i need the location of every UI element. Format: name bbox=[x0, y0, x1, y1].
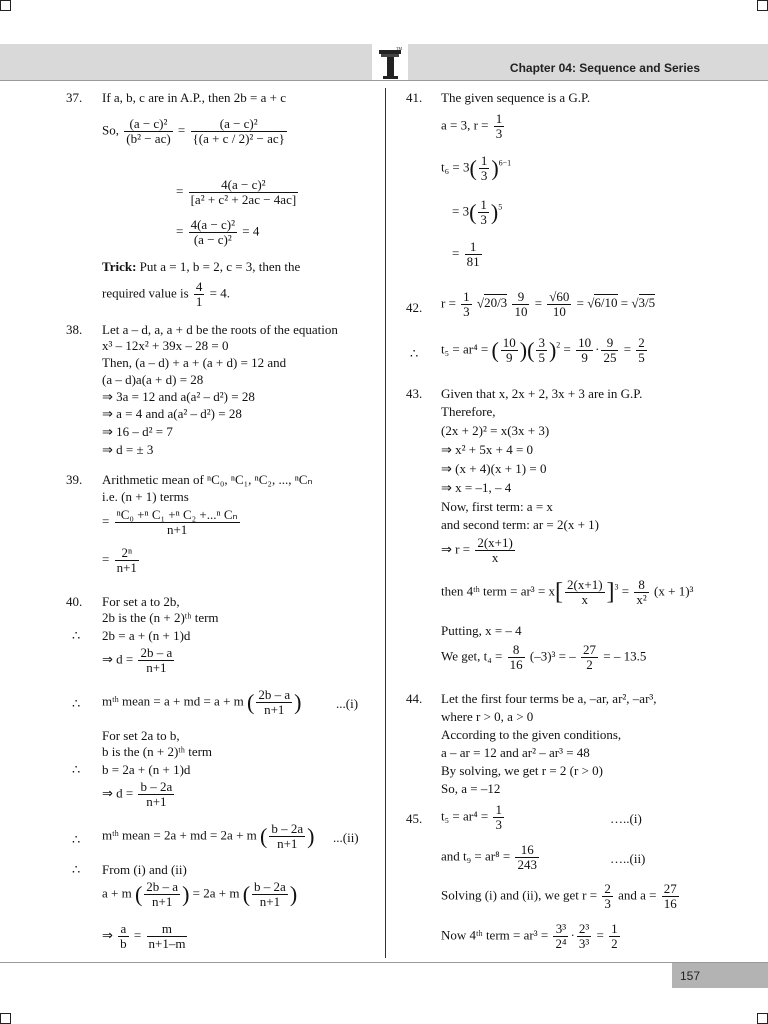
q45-t5: t₅ = ar⁴ = $\frac{1}{3}$ bbox=[441, 802, 502, 832]
fraction: $\frac{b - 2a}{n+1}$ bbox=[271, 821, 304, 851]
q43-line: and second term: ar = 2(x + 1) bbox=[441, 517, 599, 532]
q41-ratio: a = 3, r = $\frac{1}{3}$ bbox=[441, 111, 503, 141]
q44-line: Let the first four terms be a, –ar, ar², –ar³, bbox=[441, 691, 657, 706]
therefore-symbol: ∴ bbox=[410, 346, 419, 361]
q40-result: ⇒ $\frac{a}{b}$ = $\frac{m}{n+1-m}$ bbox=[102, 921, 186, 951]
q39-line: Arithmetic mean of ⁿC₀, ⁿC₁, ⁿC₂, ..., ⁿCₙ bbox=[102, 472, 313, 487]
q40-line: b is the (n + 2)ᵗʰ term bbox=[102, 744, 213, 759]
q40-line: 2b = a + (n + 1)d bbox=[102, 628, 191, 643]
fraction: $\frac{m}{n+1-m}$ bbox=[148, 921, 186, 951]
question-number: 43. bbox=[406, 386, 423, 401]
q39-line: i.e. (n + 1) terms bbox=[102, 489, 189, 504]
therefore-symbol: ∴ bbox=[72, 628, 81, 643]
q43-line: Given that x, 2x + 2, 3x + 3 are in G.P. bbox=[441, 386, 643, 401]
crop-mark bbox=[757, 1013, 768, 1024]
fraction: $\frac{2(x+1)}{x}$ bbox=[567, 577, 603, 607]
q43-r: ⇒ r = $\frac{2(x+1)}{x}$ bbox=[441, 535, 513, 565]
therefore-symbol: ∴ bbox=[72, 696, 81, 711]
publisher-logo-icon bbox=[378, 46, 402, 80]
q45-4th: Now 4ᵗʰ term = ar³ = $\frac{\text{3³}}{\text{2⁴}}$ · $\frac{\text{2³}}{\text{3³}}$ = $\frac{1}{2}$ bbox=[441, 921, 618, 951]
q38-line: Then, (a – d) + a + (a + d) = 12 and bbox=[102, 355, 287, 370]
q38-line: ⇒ 3a = 12 and a(a² – d²) = 28 bbox=[102, 389, 255, 404]
fraction: $\frac{\text{2ⁿ}}{n+1}$ bbox=[116, 545, 137, 575]
page-number: 157 bbox=[680, 969, 701, 983]
q44-line: where r > 0, a > 0 bbox=[441, 709, 534, 724]
question-number: 41. bbox=[406, 90, 423, 105]
fraction: $\frac{9}{25}$ bbox=[603, 335, 617, 365]
question-number: 42. bbox=[406, 300, 423, 315]
crop-mark bbox=[0, 1013, 11, 1024]
q43-line: (2x + 2)² = x(3x + 3) bbox=[441, 423, 550, 438]
fraction: $\frac{\text{4(a − c)²}}{\text{[a² + c² + 2ac − 4ac]}}$ bbox=[190, 177, 297, 207]
fraction: $\frac{1}{81}$ bbox=[466, 239, 480, 269]
crop-mark bbox=[0, 0, 11, 11]
q40-equate: a + m ( $\frac{2b - a}{n+1}$ ) = 2a + m ( $\frac{b - 2a}{n+1}$ ) bbox=[102, 879, 298, 909]
q39-step1: = $\frac{\text{ⁿC₀ +ⁿ C₁ +ⁿ C₂ +...ⁿ Cₙ}}{n+1}$ bbox=[102, 507, 238, 537]
q37-so: So, $\frac{\text{(a − c)²}}{\text{(b² − ac)}}$ = $\frac{\text{(a − c)²}}{\text{\{(a + c / 2)² − ac\}}}$ bbox=[102, 116, 285, 146]
fraction: $\frac{1}{3}$ bbox=[495, 111, 503, 141]
fraction: $\frac{10}{9}$ bbox=[578, 335, 592, 365]
fraction: $\frac{10}{9}$ bbox=[502, 335, 516, 365]
q38-line: ⇒ 16 – d² = 7 bbox=[102, 424, 173, 439]
fraction: $\frac{√60}{10}$ bbox=[549, 289, 570, 319]
q38-line: (a – d)a(a + d) = 28 bbox=[102, 372, 204, 387]
q40-line: For set a to 2b, bbox=[102, 594, 180, 609]
fraction: $\frac{4}{1}$ bbox=[195, 279, 203, 309]
q38-line: Let a – d, a, a + d be the roots of the equation bbox=[102, 322, 338, 337]
q37-trick-line2: required value is $\frac{4}{1}$ = 4. bbox=[102, 279, 230, 309]
fraction: $\frac{8}{\text{x²}}$ bbox=[636, 577, 647, 607]
q41-line: The given sequence is a G.P. bbox=[441, 90, 591, 105]
question-number: 39. bbox=[66, 472, 83, 487]
q37-step3: = $\frac{\text{4(a − c)²}}{\text{(a − c)²}}$ = 4 bbox=[176, 217, 260, 247]
fraction: $\frac{27}{16}$ bbox=[663, 881, 677, 911]
fraction: $\frac{1}{3}$ bbox=[495, 802, 502, 832]
question-number: 38. bbox=[66, 322, 83, 337]
fraction: $\frac{b - 2a}{n+1}$ bbox=[254, 879, 286, 909]
q41-step: = 3( $\frac{1}{3}$ )$^5$ bbox=[452, 197, 503, 227]
q43-line: ⇒ x² + 5x + 4 = 0 bbox=[441, 442, 534, 457]
fraction: $\frac{3}{5}$ bbox=[538, 335, 545, 365]
fraction: $\frac{1}{2}$ bbox=[611, 921, 618, 951]
question-number: 45. bbox=[406, 811, 423, 826]
q43-line: Therefore, bbox=[441, 404, 496, 419]
chapter-title: Chapter 04: Sequence and Series bbox=[509, 61, 700, 75]
fraction: $\frac{\text{4(a − c)²}}{\text{(a − c)²}}$ bbox=[190, 217, 236, 247]
q44-line: According to the given conditions, bbox=[441, 727, 622, 742]
footer-rule bbox=[0, 962, 768, 963]
q38-line: ⇒ a = 4 and a(a² – d²) = 28 bbox=[102, 406, 242, 421]
fraction: $\frac{9}{10}$ bbox=[514, 289, 528, 319]
fraction: $\frac{2(x+1)}{x}$ bbox=[477, 535, 513, 565]
fraction: $\frac{a}{b}$ bbox=[120, 921, 127, 951]
q42-ratio: r = $\frac{1}{3}$ √20/3 $\frac{9}{10}$ = $\frac{√60}{10}$ = √6/10 = √3/5 bbox=[441, 289, 656, 319]
q38-line: ⇒ d = ± 3 bbox=[102, 442, 154, 457]
fraction: $\frac{16}{243}$ bbox=[517, 842, 537, 872]
fraction: $\frac{27}{2}$ bbox=[583, 642, 596, 672]
q40-line: 2b is the (n + 2)ᵗʰ term bbox=[102, 610, 219, 625]
fraction: $\frac{1}{3}$ bbox=[480, 153, 488, 183]
q44-line: a – ar = 12 and ar² – ar³ = 48 bbox=[441, 745, 590, 760]
fraction: $\frac{2}{3}$ bbox=[604, 881, 611, 911]
fraction: $\frac{2b - a}{n+1}$ bbox=[140, 645, 173, 675]
q41-t6: t₆ = 3( $\frac{1}{3}$ )$^{6-1}$ bbox=[441, 153, 512, 183]
question-number: 44. bbox=[406, 691, 423, 706]
fraction: $\frac{b - 2a}{n+1}$ bbox=[140, 779, 173, 809]
fraction: $\frac{1}{3}$ bbox=[463, 289, 470, 319]
q38-line: x³ – 12x² + 39x – 28 = 0 bbox=[102, 338, 229, 353]
equation-tag: …..(i) bbox=[610, 811, 642, 826]
q43-4th-term: then 4ᵗʰ term = ar³ = x[ $\frac{2(x+1)}{x}$ ]$^3$ = $\frac{8}{\text{x²}}$ (x + 1)³ bbox=[441, 577, 694, 607]
q45-t9: and t₉ = ar⁸ = $\frac{16}{243}$ bbox=[441, 842, 537, 872]
svg-text:TM: TM bbox=[396, 46, 402, 51]
q43-line: ⇒ x = –1, – 4 bbox=[441, 480, 512, 495]
q40-d2: ⇒ d = $\frac{b - 2a}{n+1}$ bbox=[102, 779, 173, 809]
q44-line: So, a = –12 bbox=[441, 781, 501, 796]
q40-line: For set 2a to b, bbox=[102, 728, 180, 743]
fraction: $\frac{\text{3³}}{\text{2⁴}}$ bbox=[555, 921, 567, 951]
q40-d1: ⇒ d = $\frac{2b - a}{n+1}$ bbox=[102, 645, 173, 675]
q39-step2: = $\frac{\text{2ⁿ}}{n+1}$ bbox=[102, 545, 137, 575]
crop-mark bbox=[757, 0, 768, 11]
column-divider bbox=[385, 88, 386, 958]
equation-tag: ...(ii) bbox=[333, 830, 359, 845]
q41-result: = $\frac{1}{81}$ bbox=[452, 239, 480, 269]
question-number: 37. bbox=[66, 90, 83, 105]
fraction: $\frac{2b - a}{n+1}$ bbox=[146, 879, 179, 909]
q37-line1: If a, b, c are in A.P., then 2b = a + c bbox=[102, 90, 286, 105]
equation-tag: ...(i) bbox=[336, 696, 359, 711]
fraction: $\frac{2}{5}$ bbox=[638, 335, 645, 365]
q40-line: b = 2a + (n + 1)d bbox=[102, 762, 191, 777]
fraction: $\frac{\text{(a − c)²}}{\text{\{(a + c / 2)² − ac\}}}$ bbox=[192, 116, 285, 146]
q43-t4: We get, t₄ = $\frac{8}{16}$ (–3)³ = – $\frac{27}{2}$ = – 13.5 bbox=[441, 642, 647, 672]
q44-line: By solving, we get r = 2 (r > 0) bbox=[441, 763, 603, 778]
question-number: 40. bbox=[66, 594, 83, 609]
q40-mean1: mᵗʰ mean = a + md = a + m ( $\frac{2b - a}{n+1}$ ) bbox=[102, 687, 302, 717]
fraction: $\frac{8}{16}$ bbox=[509, 642, 523, 672]
fraction: $\frac{\text{2³}}{\text{3³}}$ bbox=[578, 921, 590, 951]
header-rule bbox=[0, 80, 768, 81]
equation-tag: …..(ii) bbox=[610, 851, 646, 866]
fraction: $\frac{2b - a}{n+1}$ bbox=[258, 687, 291, 717]
q37-trick: Trick: Put a = 1, b = 2, c = 3, then the bbox=[102, 259, 301, 274]
q42-t5: t₅ = ar⁴ = ( $\frac{10}{9}$ )( $\frac{3}{5}$ )$^2$ = $\frac{10}{9}$ · $\frac{9}{25}$ = $\frac{2}{5}$ bbox=[441, 335, 645, 365]
therefore-symbol: ∴ bbox=[72, 832, 81, 847]
q43-line: Putting, x = – 4 bbox=[441, 623, 522, 638]
q40-mean2: mᵗʰ mean = 2a + md = 2a + m ( $\frac{b - 2a}{n+1}$ ) bbox=[102, 821, 315, 851]
q43-line: Now, first term: a = x bbox=[441, 499, 553, 514]
q40-line: From (i) and (ii) bbox=[102, 862, 187, 877]
therefore-symbol: ∴ bbox=[72, 862, 81, 877]
fraction: $\frac{\text{ⁿC₀ +ⁿ C₁ +ⁿ C₂ +...ⁿ Cₙ}}{n+1}$ bbox=[116, 507, 238, 537]
q37-step2: = $\frac{\text{4(a − c)²}}{\text{[a² + c² + 2ac − 4ac]}}$ bbox=[176, 177, 297, 207]
therefore-symbol: ∴ bbox=[72, 762, 81, 777]
q45-solve: Solving (i) and (ii), we get r = $\frac{2}{3}$ and a = $\frac{27}{16}$ bbox=[441, 881, 677, 911]
fraction: $\frac{1}{3}$ bbox=[480, 197, 487, 227]
q37-so-label: So, bbox=[102, 122, 119, 138]
fraction: $\frac{\text{(a − c)²}}{\text{(b² − ac)}}$ bbox=[126, 116, 171, 146]
q43-line: ⇒ (x + 4)(x + 1) = 0 bbox=[441, 461, 547, 476]
